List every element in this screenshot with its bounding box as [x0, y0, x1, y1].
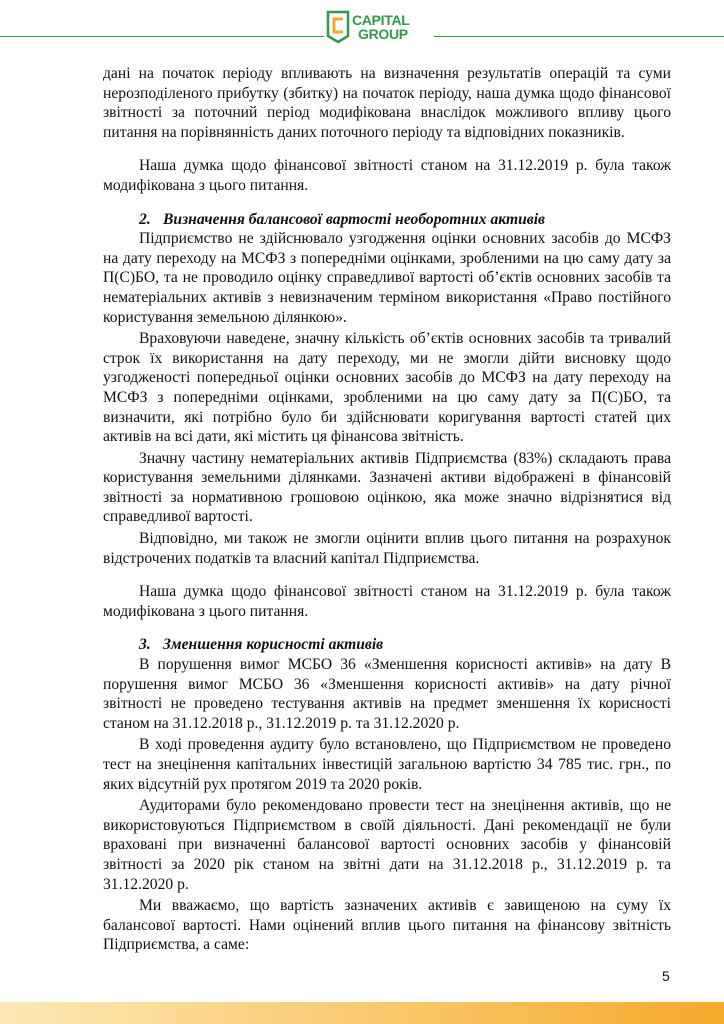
logo-text-capital: CAPITAL: [352, 12, 410, 28]
paragraph: Підприємство не здійснювало узгодження оцінки основних засобів до МСФЗ на дату переходу на МСФЗ з попередніми оцінками, зробленими на цю саму дату за П(С)БО, та не проводило оцінку справедливої вартості об’єктів основних засобів та нематеріальних активів з невизначеним терміном використання «Право постійного користування земельною ділянкою».: [103, 230, 671, 326]
section-number: 3.: [139, 636, 151, 654]
logo-text-group: GROUP: [358, 26, 408, 42]
section-title: Зменшення корисності активів: [163, 636, 384, 654]
section-heading-2: [103, 210, 671, 230]
company-logo: [324, 8, 434, 48]
paragraph: Значну частину нематеріальних активів Підприємства (83%) складають права користування земельними ділянками. Зазначені активи відображені в фінансовій звітності за нормативною грошовою оцінкою, яка може значно відрізнятися від справедливої вартості.: [103, 449, 671, 526]
paragraph: Ми вважаємо, що вартість зазначених активів є завищеною на суму їх балансової вартості. Нами оцінений вплив цього питання на фінансову звітність Підприємства, а саме:: [103, 897, 671, 954]
section-title: Визначення балансової вартості необоротних активів: [163, 210, 546, 228]
paragraph: Наша думка щодо фінансової звітності станом на 31.12.2019 р. була також модифікована з цього питання.: [103, 583, 671, 620]
paragraph: Наша думка щодо фінансової звітності станом на 31.12.2019 р. була також модифікована з цього питання.: [103, 157, 671, 194]
document-body: [103, 64, 671, 955]
footer-band: [0, 1002, 724, 1024]
page-number: 5: [662, 968, 670, 984]
paragraph: В ході проведення аудиту було встановлено, що Підприємством не проведено тест на знецінення капітальних інвестицій загальною вартістю 34 785 тис. грн., по яких відсутній рух протягом 2019 та 2020 років.: [103, 736, 671, 793]
paragraph: Відповідно, ми також не змогли оцінити вплив цього питання на розрахунок відстрочених податків та власний капітал Підприємства.: [103, 530, 671, 567]
section-heading-3: [103, 635, 671, 655]
paragraph: В порушення вимог МСБО 36 «Зменшення корисності активів» на дату В порушення вимог МСБО 36 «Зменшення корисності активів» на дату річної звітності не проведено тестування активів на предмет зменшення їх корисності станом на 31.12.2018 р., 31.12.2019 р. та 31.12.2020 р.: [103, 656, 671, 732]
logo-mark-icon: [326, 10, 350, 44]
paragraph: Аудиторами було рекомендовано провести тест на знецінення активів, що не використовуються Підприємством в своїй діяльності. Дані рекомендації не були враховані при визначенні балансової вартості основних засобів у фінансовій звітності за 2020 рік станом на звітні дати на 31.12.2018 р., 31.12.2019 р. та 31.12.2020 р.: [103, 797, 671, 893]
section-number: 2.: [139, 210, 151, 228]
paragraph: Враховуючи наведене, значну кількість об’єктів основних засобів та тривалий строк їх використання на дату переходу, ми не змогли дійти висновку щодо узгодженості попередньої оцінки основних засобів до МСФЗ на дату переходу на МСФЗ з попередніми оцінками, зробленими на цю саму дату за П(С)БО, та визначити, які потрібно було би здійснювати коригування вартості статей цих активів на всі дати, які містить ця фінансова звітність.: [103, 330, 671, 446]
paragraph: дані на початок періоду впливають на визначення результатів операцій та суми нерозподіленого прибутку (збитку) на початок періоду, наша думка щодо фінансової звітності за поточний період модифікована внаслідок можливого впливу цього питання на порівнянність даних поточного періоду та відповідних показників.: [103, 65, 671, 141]
